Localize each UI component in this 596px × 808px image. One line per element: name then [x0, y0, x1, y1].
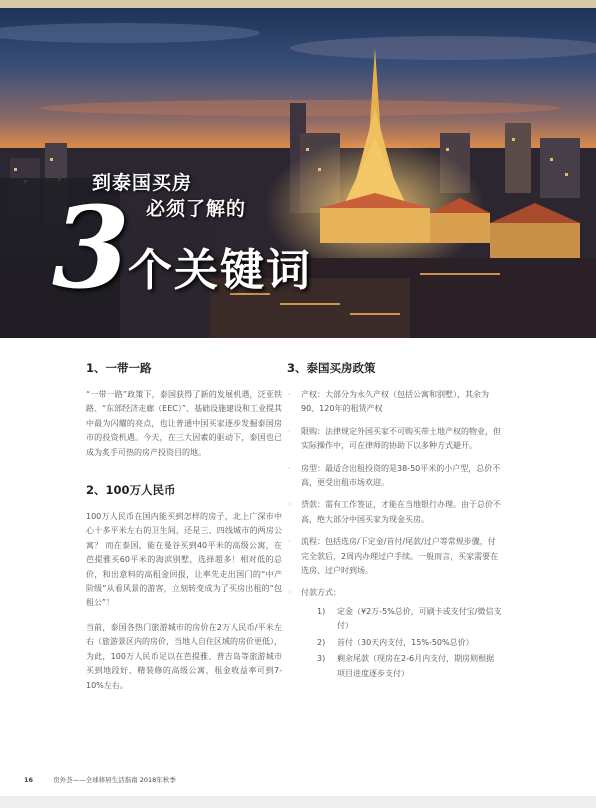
hero-title-line2: 必须了解的 [146, 198, 247, 220]
section3-heading: 3、泰国买房政策 [287, 361, 376, 375]
payment-step-number: 2) [317, 637, 326, 647]
section1-text: “一带一路”政策下，泰国获得了新的发展机遇，泛亚铁路、“东部经济走廊（EEC）”、基础设施建设和工业提其中最为闪耀的亮点，也让普通中国买家逐步发掘泰国房市的投资机遇。今天，在三大因素的驱动下，泰国也已成为炙手可热的房产投资目的地。 [86, 390, 282, 457]
policy-item-text: 产权：大部分为永久产权（包括公寓和别墅），其余为90、120年的租赁产权 [301, 390, 489, 414]
hero-title-line3: 个关键词 [128, 245, 312, 296]
section1-heading: 1、一带一路 [86, 361, 152, 375]
payment-step-text: 定金（¥2万-5%总价，可刷卡或支付宝/微信支付） [337, 606, 502, 631]
list-item: · 贷款：需有工作签证，才能在当地银行办理。由于总价不高，绝大部分中国买家为现金买房。 [288, 500, 501, 524]
payment-step-text: 剩余尾款（现房在2-6月内支付，期房则根据项目进度逐步支付） [337, 654, 495, 678]
top-accent-bar [0, 0, 596, 8]
list-item: · 限购：法律规定外国买家不可购买带土地产权的物业，但实际操作中，可在律师的协助下以多种方式避开。 [288, 426, 501, 451]
hero-title-number: 3 [52, 183, 130, 314]
policy-list [287, 388, 502, 681]
payment-steps [301, 605, 502, 681]
hero-title-line1: 到泰国买房 [92, 172, 193, 194]
policy-item-text: 房型：最适合出租投资的是38-50平米的小户型，总价不高，更受出租市场欢迎。 [301, 463, 501, 488]
right-column [287, 360, 502, 689]
policy-item-text: 贷款：需有工作签证，才能在当地银行办理。由于总价不高，绝大部分中国买家为现金买房。 [301, 500, 501, 524]
policy-item-text: 流程：包括选房/下定金/首付/尾款/过户等常规步骤，付完全款后，2周内办理过户手续。一般而言，买家需要在选房、过户时到场。 [301, 537, 499, 576]
list-item: · 房型：最适合出租投资的是38-50平米的小户型，总价不高，更受出租市场欢迎。 [288, 463, 501, 488]
list-item: · 流程：包括选房/下定金/首付/尾款/过户等常规步骤，付完全款后，2周内办理过户手续。一般而言，买家需要在选房、过户时到场。 [288, 537, 499, 576]
policy-item-text: 限购：法律规定外国买家不可购买带土地产权的物业，但实际操作中，可在律师的协助下以多种方式避开。 [301, 426, 501, 451]
page-number: 16 [24, 776, 34, 784]
payment-label: 付款方式： [301, 588, 341, 598]
left-column [86, 360, 282, 693]
payment-step [317, 605, 502, 634]
section2-paragraph1: 100万人民币在国内能买到怎样的房子，北上广深市中心十多平米左右的卫生间，还是三、四线城市的两房公寓？ 而在泰国，能在曼谷买到40平米的高级公寓，在芭提雅买60平米的海滨别墅，选择超多！相对低的总价，和出意料的高租金回报，让率先走出国门的“中产阶级”从看风景的游客，立刻转变成为了买房出租的“包租公”！ [86, 512, 282, 608]
list-item: · 产权：大部分为永久产权（包括公寓和别墅），其余为90、120年的租赁产权 [288, 390, 489, 414]
publication-name: 房外荟——全球移居生活指南 2018年秋季 [53, 776, 176, 784]
payment-step-text: 首付（30天内支付，15%-50%总价） [337, 637, 474, 647]
payment-step-number: 3) [317, 654, 326, 664]
list-item-payment: · 付款方式： 1) 定金（¥2万-5%总价，可刷卡或支付宝/微信支付） 2) 首付（30天内支付，15%-50%总价） 3) 剩余尾款（现房在2-6月内支付，期房则根据项目进度逐步支付） [287, 586, 502, 680]
bottom-bar [0, 796, 596, 808]
section2-paragraph2: 当前，泰国各热门旅游城市的房价在2万人民币/平米左右（旅游景区内的房价，当地人自住区域的房价更低），为此，100万人民币足以在芭提雅、普吉岛等旅游城市买到地段好、精装修的高级公寓，租金收益率可到7-10%左右。 [86, 622, 282, 690]
payment-step-number: 1) [317, 606, 326, 616]
payment-step [317, 652, 502, 681]
page-footer [24, 775, 176, 784]
payment-step [317, 636, 502, 650]
section2-heading: 2、100万人民币 [86, 483, 176, 498]
hero-image [0, 8, 596, 338]
